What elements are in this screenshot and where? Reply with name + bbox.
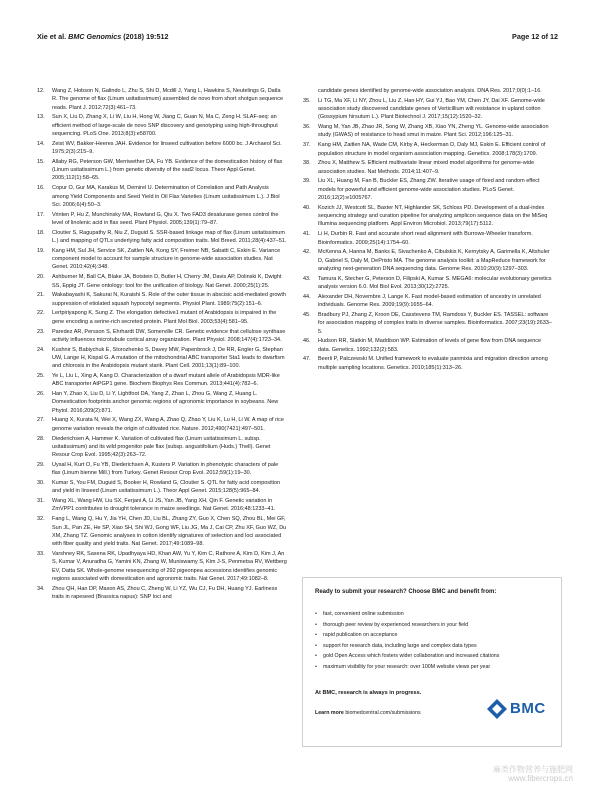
reference-entry: [303, 311, 553, 336]
reference-number: 44.: [303, 293, 311, 300]
reference-text: Zeist WV, Bakker-Heeres JAH. Evidence for linseed cultivation before 6000 bc. J Archaeol Sci. 1975;2(3):215–9.: [52, 140, 282, 156]
benefit-text: thorough peer review by experienced researchers in your field: [323, 621, 469, 628]
reference-number: 39.: [303, 178, 311, 185]
bullet-icon: •: [315, 663, 317, 670]
reference-number: 19.: [37, 247, 45, 254]
reference-number: 35.: [303, 97, 311, 104]
reference-number: 33.: [37, 550, 45, 557]
reference-text: Wang M, Yan JB, Zhao JR, Song W, Zhang XB, Xiao YN, Zheng YL. Genome-wide association study (GWAS) of resistance to head smut in maize. Plant Sci. 2012;196:125–31.: [318, 124, 549, 139]
reference-text: Wang XL, Wang HW, Liu SX, Ferjani A, Li JS, Yan JB, Yang XH, Qin F. Genetic variation in ZmVPP1 contributes to drought tolerance in maize seedlings. Nat Genet. 2016;48:1233–41.: [52, 498, 276, 513]
reference-text: Vrinten P, Hu Z, Munchinsky MA, Rowland G, Qiu X. Two FAD3 desaturase genes control the level of linolenic acid in flax seed. Plant Physiol. 2005;139(1):79–87.: [52, 211, 279, 226]
reference-entry: [37, 247, 287, 272]
reference-text: Han Y, Zhao X, Liu D, Li Y, Lightfoot DA, Yang Z, Zhao L, Zhou G, Wang Z, Huang L. Domestication footprints anchor genomic regions of agronomic importance in soybeans. New Phytol. 2016;209(2):871.: [52, 391, 279, 414]
reference-entry: [303, 123, 553, 140]
reference-number: 15.: [37, 158, 45, 165]
benefit-item: [315, 620, 551, 631]
benefit-item: [315, 641, 551, 652]
page-header: [37, 32, 558, 44]
reference-text: Zhou QH, Han DP, Mason AS, Zhou C, Zheng W, Li YZ, Wu CJ, Fu DH, Huang YJ. Earliness traits in rapeseed (Brassica napus): SNP loci and: [52, 585, 278, 600]
reference-number: 31.: [37, 498, 45, 505]
benefit-text: rapid publication on acceptance: [323, 632, 398, 639]
reference-entry: [37, 585, 287, 602]
submissions-link[interactable]: biomedcentral.com/submissions: [345, 710, 421, 716]
reference-number: 21.: [37, 292, 45, 299]
reference-entry: [37, 328, 287, 345]
reference-number: 43.: [303, 275, 311, 282]
reference-entry: [303, 230, 553, 247]
watermark-line-1: 麻类作物营养与施肥网: [493, 765, 573, 774]
running-head: [37, 32, 168, 41]
benefit-item: [315, 630, 551, 641]
reference-text: Uysal H, Kurt O, Fu YB, Diederichsen A, Kusters P. Variation in phenotypic characters of pale flax (Linum bienne Mill.) from Turkey. Genet Resour Crop Evol. 2012;59(1):19–30.: [52, 461, 279, 477]
reference-number: 28.: [37, 435, 45, 442]
reference-entry: [303, 275, 553, 292]
reference-text: Kang HM, Zaitlen NA, Wade CM, Kirby A, Heckerman D, Daly MJ, Eskin E. Efficient control of population structure in model organism association mapping. Genetics. 2008;178(3):1709.: [318, 142, 546, 157]
benefit-text: fast, convenient online submission: [323, 611, 404, 617]
reference-number: 12.: [37, 88, 45, 94]
reference-text: Kushnir S, Babiychuk E, Storozhenko S, Davey MW, Papenbrock J, De RR, Engler G, Stephan UW, Lange H, Kispal G. A mutation of the mitochondrial ABC transporter Sta1 leads to dwarfism and chlorosis in the Arabidopsis mutant starik. Plant Cell. 2001;13(1):89–100.: [52, 346, 285, 370]
reference-entry: [37, 550, 287, 583]
benefit-item: [315, 651, 551, 662]
reference-text: Allaby RG, Peterson GW, Merriwether DA, Fu YB. Evidence of the domestication history of flax (Linum usitatissimum L.) from genetic diversity of the sad2 locus. Theor Appl Genet. 2005;112(1):58–65.: [52, 158, 283, 182]
journal-name: BMC Genomics: [68, 32, 122, 41]
learn-more-line: [315, 710, 421, 716]
reference-number: 42.: [303, 249, 311, 256]
reference-text: Bradbury PJ, Zhang Z, Kroon DE, Casstevens TM, Ramdoss Y, Buckler ES. TASSEL: software for association mapping of complex traits in diverse samples. Bioinformatics. 2007;23(19):2633–5.: [318, 311, 552, 335]
page-number: Page 12 of 12: [512, 32, 558, 41]
reference-entry: [37, 87, 287, 112]
reference-number: 22.: [37, 310, 45, 317]
reference-number: 13.: [37, 114, 45, 121]
reference-number: 18.: [37, 229, 45, 236]
reference-text: Tamura K, Stecher G, Peterson D, Filipski A, Kumar S. MEGA6: molecular evolutionary genetics analysis version 6.0. Mol Biol Evol. 2013;30(12):2725.: [318, 275, 552, 291]
reference-text: Varshney RK, Saxena RK, Upadhyaya HD, Khan AW, Yu Y, Kim C, Rathore A, Kim D, Kim J, An S, Kumar V, Anuradha G, Yamini KN, Zhang W, Muniswamy S, Kim J-S, Penmetsa RV, Wettberg EV, Datta SK. Whole-genome resequencing of 292 pigeonpea accessions identifies genomic regions associated with domestication and agronomic traits. Nat Genet. 2017;49:1082–8.: [52, 550, 287, 582]
promo-title: Ready to submit your research? Choose BMC and benefit from:: [315, 589, 497, 595]
reference-entry: [303, 248, 553, 273]
benefit-text: support for research data, including large and complex data types: [323, 642, 477, 649]
reference-entry: [37, 515, 287, 548]
reference-entry: [37, 461, 287, 478]
reference-entry: [37, 309, 287, 326]
reference-text: Wang Z, Hobson N, Galindo L, Zhu S, Shi D, Mcdill J, Yang L, Hawkins S, Neutelings G, Datla R. The genome of flax (Linum usitatissimum) assembled de novo from short shotgun sequence reads. Plant J. 2012;72(3):461–73.: [52, 88, 284, 111]
reference-entry: [303, 97, 553, 122]
reference-entry: [37, 184, 287, 209]
reference-text: McKenna A, Hanna M, Banks E, Sivachenko A, Cibulskis K, Kernytsky A, Garimella K, Altshuler D, Gabriel S, Daly M, DePristo MA. The genome analysis toolkit: a MapReduce framework for analyzing next-generation DNA sequencing data. Genome Res. 2010;20(9):1297–303.: [318, 249, 550, 272]
benefit-list: [315, 609, 551, 673]
reference-text: Cloutier S, Ragupathy R, Niu Z, Duguid S. SSR-based linkage map of flax (Linum usitatissimum L.) and mapping of QTLs underlying fatty acid composition traits. Mol Breed. 2011;28(4):437–51.: [52, 229, 287, 245]
reference-number: 30.: [37, 480, 45, 487]
reference-number: 29.: [37, 461, 45, 468]
reference-text: Kang HM, Sul JH, Service SK, Zaitlen NA, Kong SY, Freimer NB, Sabatti C, Eskin E. Variance component model to account for sample structure in genome-wide association studies. Nat Genet. 2010;42(4):348.: [52, 247, 281, 271]
citation: (2018) 19:512: [121, 32, 169, 41]
benefit-item: [315, 662, 551, 673]
reference-text: Zhou X, Matthew S. Efficient multivariate linear mixed model algorithms for genome-wide association studies. Nat Methods. 2014;11:407–9.: [318, 160, 535, 175]
reference-number: 20.: [37, 274, 45, 281]
bmc-promo-box: [302, 577, 562, 747]
reference-text: Li TG, Ma XF, Li NY, Zhou L, Liu Z, Han HY, Gui YJ, Bao YM, Chen JY, Dai XF. Genome-wide association study discovered candidate genes of Verticillium wilt resistance in upland cotton (Gossypium hirsutum L.). Plant Biotechnol J. 2017;15(12):1520–32.: [318, 97, 545, 121]
reference-entry: [303, 177, 553, 202]
reference-entry: [37, 273, 287, 290]
reference-number: 46.: [303, 338, 311, 345]
reference-entry: [37, 479, 287, 496]
reference-entry: [37, 229, 287, 246]
references-left-column: [37, 87, 287, 603]
reference-entry: [37, 416, 287, 433]
reference-entry: [303, 337, 553, 354]
bullet-icon: •: [315, 632, 317, 639]
reference-entry: [37, 158, 287, 183]
reference-entry: [303, 87, 553, 95]
reference-text: Liu XL, Huang M, Fan B, Buckler ES, Zhang ZW. Iterative usage of fixed and random effect models for powerful and efficient genome-wide association studies. PLoS Genet. 2016;12(2):e1005767.: [318, 178, 540, 202]
bullet-icon: •: [315, 621, 317, 628]
bullet-icon: •: [315, 653, 317, 660]
reference-entry: [37, 346, 287, 371]
reference-entry: [37, 372, 287, 389]
learn-more-label: Learn more: [315, 710, 344, 716]
reference-text: Li H, Durbin R. Fast and accurate short read alignment with Burrows-Wheeler transform. Bioinformatics. 2009;25(14):1754–60.: [318, 231, 533, 246]
reference-number: 37.: [303, 142, 311, 149]
benefit-text: maximum visibility for your research: over 100M website views per year: [323, 663, 491, 670]
benefit-item: [315, 609, 551, 620]
bullet-icon: •: [315, 611, 317, 617]
reference-number: 16.: [37, 185, 45, 192]
reference-text: Copur O, Gur MA, Karakus M, Demirel U. Determination of Correlation and Path Analysis among Yield Components and Seed Yield in Oil Flax Varieties (Linum usitatissimum L.). J Biol Sci. 2006;6(4):50–3.: [52, 185, 280, 208]
reference-number: 45.: [303, 311, 311, 318]
reference-number: 25.: [37, 373, 45, 379]
bmc-logo-mark-icon: [486, 698, 508, 720]
reference-number: 26.: [37, 391, 45, 398]
reference-text: Kumar S, You FM, Duguid S, Booker H, Rowland G, Cloutier S. QTL for fatty acid composition and yield in linseed (Linum usitatissimum L.). Theor Appl Genet. 2015;128(5):965–84.: [52, 480, 281, 495]
reference-entry: [37, 435, 287, 460]
benefit-text: gold Open Access which fosters wider collaboration and increased citations: [323, 653, 500, 660]
reference-number: 41.: [303, 231, 311, 238]
reference-text: Ye L, Liu L, Xing A, Kang D. Characterization of a dwarf mutant allele of Arabidopsis MDR-like ABC transporter AtPGP1 gene. Biochem Biophys Res Commun. 2013;441(4):782–6.: [52, 373, 280, 388]
promo-tagline: At BMC, research is always in progress.: [315, 690, 422, 696]
watermark: [493, 765, 573, 783]
reference-number: 17.: [37, 211, 45, 218]
reference-number: 34.: [37, 585, 45, 592]
reference-text: Alexander DH, Novembre J, Lange K. Fast model-based estimation of ancestry in unrelated individuals. Genome Res. 2009;19(9):1655–64.: [318, 293, 541, 309]
reference-number: 47.: [303, 356, 311, 363]
reference-number: 32.: [37, 516, 45, 523]
reference-text: Paredez AR, Persson S, Ehrhardt DW, Somerville CR. Genetic evidence that cellulose synthase activity influences microtubule cortical array organization. Plant Physiol. 2008;147(4):1723–34.: [52, 328, 286, 343]
reference-number: 38.: [303, 160, 311, 167]
reference-number: 40.: [303, 204, 311, 211]
reference-entry: [303, 355, 553, 372]
reference-text: Wakabayashi K, Sakurai N, Kuraishi S. Role of the outer tissue in abscisic acid-mediated growth suppression of etiolated squash hypocotyl segments. Physiol Plant. 1989;75(2):151–6.: [52, 292, 286, 307]
bullet-icon: •: [315, 642, 317, 649]
reference-entry: [303, 159, 553, 176]
reference-entry: [37, 497, 287, 514]
reference-number: 24.: [37, 346, 45, 353]
references-right-column: [303, 87, 553, 374]
reference-entry: [37, 390, 287, 415]
reference-entry: [37, 291, 287, 308]
reference-text: Huang X, Kurata N, Wei X, Wang ZX, Wang A, Zhao Q, Zhao Y, Liu K, Lu H, Li W. A map of rice genome variation reveals the origin of cultivated rice. Nature. 2012;490(7421):497–501.: [52, 417, 284, 432]
bmc-logo: [486, 696, 548, 722]
reference-entry: [303, 204, 553, 229]
authors: Xie et al.: [37, 32, 67, 41]
reference-text: Beerli P, Palczewski M. Unified framework to evaluate panmixia and migration direction among multiple sampling locations. Genetics. 2010;185(1):313–26.: [318, 356, 548, 371]
reference-text: Lertpiriyapong K, Sung Z. The elongation defective1 mutant of Arabidopsis is impaired in the gene encoding a serine-rich secreted protein. Plant Mol Biol. 2003;53(4):581–95.: [52, 310, 277, 325]
reference-text: Sun X, Liu D, Zhang X, Li W, Liu H, Hong W, Jiang C, Guan N, Ma C, Zeng H. SLAF-seq: an efficient method of large-scale de novo SNP discovery and genotyping using high-throughput sequencing. PLoS One. 2013;8(3):e58700.: [52, 114, 278, 137]
reference-number: 23.: [37, 328, 45, 335]
reference-entry: [37, 113, 287, 138]
reference-text: Fang L, Wang Q, Hu Y, Jia YH, Chen JD, Liu BL, Zhang ZY, Guo X, Chen SQ, Zhou BL, Mei GF, Sun JL, Pan ZE, He SP, Xiao SH, Shi WJ, Gong WF, Liu JG, Ma J, Cai CP, Zhu XF, Guo WZ, Du XM, Zhang TZ. Genomic analyses in cotton identify signatures of selection and loci associated with fiber quality and yield traits. Nat Genet. 2017;49:1089–98.: [52, 516, 287, 548]
reference-text: Ashburner M, Ball CA, Blake JA, Botstein D, Butler H, Cherry JM, Davis AP, Dolinski K, Dwight SS, Eppig JT. Gene ontology: tool for the unification of biology. Nat Genet. 2000;25(1):25.: [52, 274, 282, 289]
reference-number: 27.: [37, 417, 45, 424]
reference-text: candidate genes identified by genome-wide association analysis. DNA Res. 2017;0(0):1–16.: [318, 88, 542, 94]
reference-text: Diederichsen A, Hammer K. Variation of cultivated flax (Linum usitatissimum L. subsp. usitatissimum) and its wild progenitor pale flax (subsp. angustifolium (Huds.) Thell). Genet Resour Crop Evol. 1995;42(3):263–72.: [52, 435, 271, 459]
reference-entry: [303, 141, 553, 158]
reference-number: 14.: [37, 140, 45, 147]
reference-entry: [303, 293, 553, 310]
reference-number: 36.: [303, 124, 311, 131]
reference-entry: [37, 140, 287, 157]
reference-entry: [37, 211, 287, 228]
watermark-line-2: www.fibercrops.cn: [508, 774, 573, 783]
bmc-logo-text: BMC: [510, 700, 546, 717]
reference-text: Hudson RR, Slatkin M, Maddison WP. Estimation of levels of gene flow from DNA sequence data. Genetics. 1992;132(2):583.: [318, 338, 542, 353]
reference-text: Kozich JJ, Westcott SL, Baxter NT, Highlander SK, Schloss PD. Development of a dual-index sequencing strategy and curation pipeline for analyzing amplicon sequence data on the MiSeq Illumina sequencing platform. Appl Environ Microbiol. 2013;79(17):5112.: [318, 204, 548, 228]
